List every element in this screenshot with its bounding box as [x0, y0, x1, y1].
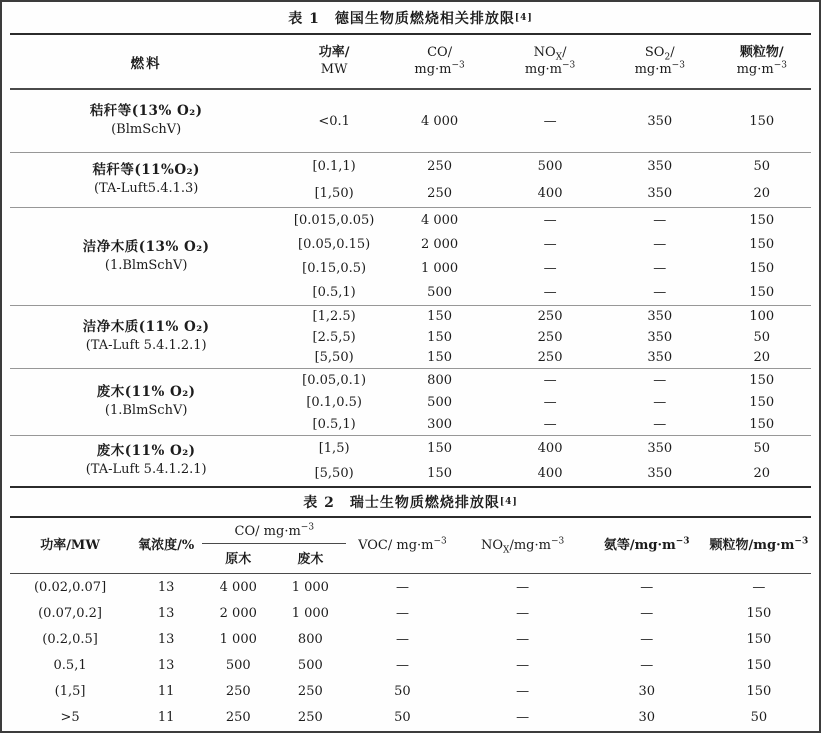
so2-value-cell: 350 [647, 350, 673, 366]
nox-value-cell: — [543, 261, 557, 277]
power-value-cell: [1,5) [318, 441, 350, 456]
fuel-cell [10, 436, 282, 486]
nox-value-cell: — [543, 113, 557, 129]
power-value-cell: [0.05,0.15) [298, 236, 371, 252]
header-label: VOC/ $mg\cdot m^{-3}$ [358, 536, 447, 553]
exponent: −3 [300, 522, 315, 533]
subscript: X [503, 545, 510, 556]
table1-title-text: 表 1 德国生物质燃烧相关排放限 [288, 10, 515, 27]
particulate-value-cell: 150 [746, 631, 772, 647]
table1-row [282, 327, 811, 348]
co-raw-wood-value-cell: 500 [225, 657, 251, 673]
exponent: −3 [561, 60, 576, 71]
so2-value-cell: 350 [647, 186, 673, 201]
nox-value-cell: — [543, 285, 557, 301]
power-value-cell: [1,2.5) [312, 308, 356, 324]
table1-row [282, 208, 811, 232]
oxygen-value-cell: 13 [157, 631, 175, 647]
table2-header-particulate [707, 538, 811, 554]
power-value-cell: (0.07,0.2] [38, 605, 103, 621]
co-value-cell: 150 [427, 308, 452, 324]
table1-fuel-group [10, 305, 811, 368]
header-label: 氧浓度/% [138, 537, 195, 553]
table2-row [10, 600, 811, 626]
header-label: 功率/MW [40, 537, 100, 553]
header-label: 颗粒物$/mg\cdot m^{-3}$ [709, 536, 809, 553]
fuel-regulation: (1.BlmSchV) [104, 257, 188, 273]
particulate-value-cell: 150 [749, 372, 775, 388]
exponent: −3 [794, 536, 809, 547]
nox-value-cell: 250 [537, 350, 563, 366]
table1-row [282, 436, 811, 461]
particulate-value-cell: 150 [749, 394, 775, 410]
fuel-name: 秸秆等(13% O₂) [89, 103, 203, 120]
table1-header-particulate [713, 35, 811, 88]
exponent: −3 [671, 60, 685, 71]
table2-header-ammonia [587, 538, 707, 554]
ammonia-value-cell: — [640, 631, 654, 647]
oxygen-value-cell: 13 [157, 605, 175, 621]
so2-value-cell: — [653, 236, 667, 252]
nox-value-cell: 250 [537, 329, 563, 345]
particulate-value-cell: 20 [753, 466, 771, 481]
table2-header-nox [459, 538, 587, 554]
particulate-value-cell: 150 [749, 113, 775, 129]
subscript: X [555, 52, 563, 63]
voc-value-cell: — [395, 657, 409, 673]
table1-row [282, 281, 811, 305]
co-subcolumns [202, 544, 346, 567]
header-label: 颗粒物/ [739, 44, 784, 60]
co-value-cell: 150 [427, 466, 452, 481]
particulate-value-cell: 50 [750, 709, 768, 725]
co-value-cell: 4 000 [420, 212, 459, 228]
co-waste-wood-value-cell: 250 [297, 683, 323, 699]
voc-value-cell: 50 [394, 709, 411, 725]
table1-row [282, 391, 811, 413]
power-value-cell: [0.1,1) [312, 159, 356, 174]
table1-row [282, 347, 811, 368]
co-value-cell: 2 000 [420, 236, 459, 252]
fuel-regulation: (TA-Luft 5.4.1.2.1) [85, 462, 207, 478]
particulate-value-cell: 20 [753, 186, 771, 201]
co-waste-wood-value-cell: 800 [297, 631, 323, 647]
voc-value-cell: 50 [394, 683, 411, 699]
co-waste-wood-value-cell: 1 000 [291, 579, 329, 595]
nox-value-cell: — [516, 709, 530, 725]
oxygen-value-cell: 13 [157, 579, 175, 595]
oxygen-value-cell: 13 [157, 657, 175, 673]
table1-header-fuel: 燃料 [130, 55, 162, 72]
fuel-cell [10, 90, 282, 152]
table2-header-power [10, 538, 130, 554]
power-value-cell: [2.5,5) [312, 329, 356, 345]
table2-row [10, 678, 811, 704]
subscript: 2 [664, 52, 671, 63]
fuel-name: 秸秆等(11%O₂) [92, 162, 200, 179]
nox-value-cell: — [516, 657, 530, 673]
nox-value-cell: 500 [537, 159, 563, 174]
co-value-cell: 250 [427, 159, 452, 174]
table2-row [10, 626, 811, 652]
table1-header-power [282, 35, 386, 88]
particulate-value-cell: 20 [753, 350, 771, 366]
table1-header [10, 33, 811, 90]
nox-value-cell: — [516, 605, 530, 621]
so2-value-cell: 350 [647, 159, 673, 174]
header-unit: $mg\cdot m^{-3}$ [414, 60, 465, 77]
nox-value-cell: — [543, 372, 557, 388]
fuel-regulation: (TA-Luft5.4.1.3) [93, 181, 199, 197]
header-unit: MW [320, 62, 348, 77]
exponent: −3 [433, 536, 447, 547]
table2-header [10, 516, 811, 574]
table2-header-voc [346, 538, 458, 554]
ammonia-value-cell: 30 [638, 683, 655, 699]
table2-header-co-group [202, 524, 346, 567]
voc-value-cell: — [395, 631, 409, 647]
power-value-cell: [0.5,1) [312, 285, 356, 301]
oxygen-value-cell: 11 [157, 709, 175, 725]
table2-title: 表 2 瑞士生物质燃烧排放限 [4] [10, 486, 811, 516]
power-value-cell: [0.15,0.5) [302, 261, 367, 277]
so2-value-cell: 350 [647, 308, 673, 324]
co-value-cell: 1 000 [420, 261, 459, 277]
co-raw-wood-label: 原木 [225, 552, 252, 567]
table1-fuel-group [10, 435, 811, 486]
so2-value-cell: — [653, 261, 667, 277]
nox-value-cell: 400 [537, 441, 563, 456]
co-value-cell: 250 [427, 186, 452, 201]
fuel-name: 洁净木质(11% O₂) [82, 319, 210, 336]
table1-row [282, 180, 811, 207]
particulate-value-cell: 150 [749, 285, 775, 301]
table2-body [10, 574, 811, 730]
fuel-cell [10, 153, 282, 207]
table1-header-nox [493, 35, 607, 88]
co-raw-wood-value-cell: 250 [225, 709, 251, 725]
fuel-group-rows [282, 90, 811, 152]
fuel-name: 废木(11% O₂) [96, 443, 196, 460]
power-value-cell: [0.015,0.05) [293, 212, 375, 228]
so2-value-cell: 350 [647, 466, 673, 481]
particulate-value-cell: — [752, 579, 766, 595]
table1-row [282, 153, 811, 180]
fuel-name: 废木(11% O₂) [96, 384, 196, 401]
co-value-cell: 800 [427, 372, 452, 388]
table1-fuel-group [10, 90, 811, 152]
ammonia-value-cell: 30 [638, 709, 655, 725]
power-value-cell: [1,50) [314, 186, 354, 201]
co-value-cell: 150 [427, 350, 452, 366]
co-group-label [202, 524, 346, 544]
so2-value-cell: 350 [647, 329, 673, 345]
fuel-group-rows [282, 153, 811, 207]
co-raw-wood-value-cell: 4 000 [219, 579, 257, 595]
header-unit: $mg\cdot m^{-3}$ [524, 60, 576, 77]
fuel-group-rows [282, 306, 811, 368]
fuel-cell [10, 306, 282, 368]
co-value-cell: 150 [427, 441, 452, 456]
fuel-regulation: (1.BlmSchV) [104, 403, 188, 419]
power-value-cell: [5,50) [314, 466, 354, 481]
fuel-regulation: (BlmSchV) [111, 122, 182, 138]
exponent: −3 [773, 60, 787, 71]
co-waste-wood-value-cell: 1 000 [291, 605, 329, 621]
table1-row [282, 90, 811, 152]
co-waste-wood-label: 废木 [297, 552, 324, 567]
table1-row [282, 461, 811, 486]
nox-value-cell: — [543, 394, 557, 410]
table1-row [282, 306, 811, 327]
nox-value-cell: — [516, 631, 530, 647]
co-value-cell: 500 [427, 394, 452, 410]
exponent: −3 [550, 536, 565, 547]
particulate-value-cell: 50 [753, 329, 771, 345]
co-value-cell: 150 [427, 329, 452, 345]
particulate-value-cell: 100 [749, 308, 775, 324]
so2-value-cell: — [653, 372, 667, 388]
nox-value-cell: 400 [537, 186, 563, 201]
table1-header-co [386, 35, 493, 88]
header-label: $SO_2/$ [644, 44, 675, 63]
co-value-cell: 300 [427, 416, 452, 432]
header-label: 氨等$/mg\cdot m^{-3}$ [603, 536, 690, 553]
so2-value-cell: — [653, 285, 667, 301]
ammonia-value-cell: — [640, 579, 654, 595]
ammonia-value-cell: — [640, 605, 654, 621]
fuel-cell [10, 369, 282, 435]
table1-row [282, 413, 811, 435]
nox-value-cell: — [543, 236, 557, 252]
co-value-cell: 4 000 [420, 113, 459, 129]
table2-title-text: 表 2 瑞士生物质燃烧排放限 [303, 495, 500, 511]
header-label: $NO_X/mg\cdot m^{-3}$ [480, 536, 565, 556]
fuel-group-rows [282, 208, 811, 305]
power-value-cell: (1,5] [54, 683, 86, 699]
co-raw-wood-value-cell: 2 000 [219, 605, 257, 621]
table1-row [282, 257, 811, 281]
so2-value-cell: — [653, 212, 667, 228]
header-label: CO/ [427, 44, 453, 60]
table1-header-columns [282, 35, 811, 88]
table1-body [10, 90, 811, 486]
nox-value-cell: — [516, 579, 530, 595]
power-value-cell: <0.1 [318, 113, 350, 129]
ammonia-value-cell: — [640, 657, 654, 673]
table1-header-so2 [607, 35, 713, 88]
nox-value-cell: 400 [537, 466, 563, 481]
nox-value-cell: — [516, 683, 530, 699]
fuel-group-rows [282, 369, 811, 435]
table1-title: 表 1 德国生物质燃烧相关排放限 [4] [10, 2, 811, 33]
fuel-group-rows [282, 436, 811, 486]
header-label: CO/ $mg\cdot m^{-3}$ [234, 522, 315, 539]
power-value-cell: 0.5,1 [53, 657, 87, 673]
table1-fuel-group [10, 368, 811, 435]
table1-fuel-group [10, 207, 811, 305]
power-value-cell: [5,50) [314, 350, 354, 366]
co-raw-wood-value-cell: 1 000 [219, 631, 257, 647]
table1-fuel-group [10, 152, 811, 207]
so2-value-cell: 350 [647, 113, 673, 129]
so2-value-cell: — [653, 394, 667, 410]
power-value-cell: (0.02,0.07] [33, 579, 107, 595]
power-value-cell: >5 [60, 709, 80, 725]
particulate-value-cell: 150 [749, 212, 775, 228]
co-waste-wood-value-cell: 500 [297, 657, 323, 673]
voc-value-cell: — [395, 605, 409, 621]
table1-row [282, 369, 811, 391]
power-value-cell: [0.5,1) [312, 416, 356, 432]
particulate-value-cell: 150 [749, 236, 775, 252]
co-waste-wood-value-cell: 250 [297, 709, 323, 725]
oxygen-value-cell: 11 [157, 683, 175, 699]
header-unit: $mg\cdot m^{-3}$ [634, 60, 685, 77]
particulate-value-cell: 150 [746, 683, 772, 699]
particulate-value-cell: 150 [746, 657, 772, 673]
power-value-cell: [0.05,0.1) [302, 372, 367, 388]
exponent: −3 [675, 536, 690, 547]
so2-value-cell: 350 [647, 441, 673, 456]
header-label: $NO_X/$ [533, 44, 567, 63]
nox-value-cell: — [543, 416, 557, 432]
table1-row [282, 232, 811, 256]
particulate-value-cell: 50 [753, 441, 771, 456]
header-unit: $mg\cdot m^{-3}$ [736, 60, 787, 77]
power-value-cell: (0.2,0.5] [42, 631, 98, 647]
particulate-value-cell: 150 [749, 416, 775, 432]
exponent: −3 [451, 60, 465, 71]
nox-value-cell: 250 [537, 308, 563, 324]
power-value-cell: [0.1,0.5) [306, 394, 362, 410]
fuel-regulation: (TA-Luft 5.4.1.2.1) [85, 338, 207, 354]
co-raw-wood-value-cell: 250 [225, 683, 251, 699]
so2-value-cell: — [653, 416, 667, 432]
particulate-value-cell: 150 [749, 261, 775, 277]
voc-value-cell: — [395, 579, 409, 595]
co-value-cell: 500 [427, 285, 452, 301]
fuel-cell [10, 208, 282, 305]
table2-header-oxygen [130, 538, 202, 554]
table2-row [10, 574, 811, 600]
particulate-value-cell: 50 [753, 159, 771, 174]
nox-value-cell: — [543, 212, 557, 228]
table2-row [10, 704, 811, 730]
particulate-value-cell: 150 [746, 605, 772, 621]
table2-row [10, 652, 811, 678]
header-label: 功率/ [318, 44, 350, 60]
fuel-name: 洁净木质(13% O₂) [82, 238, 210, 255]
